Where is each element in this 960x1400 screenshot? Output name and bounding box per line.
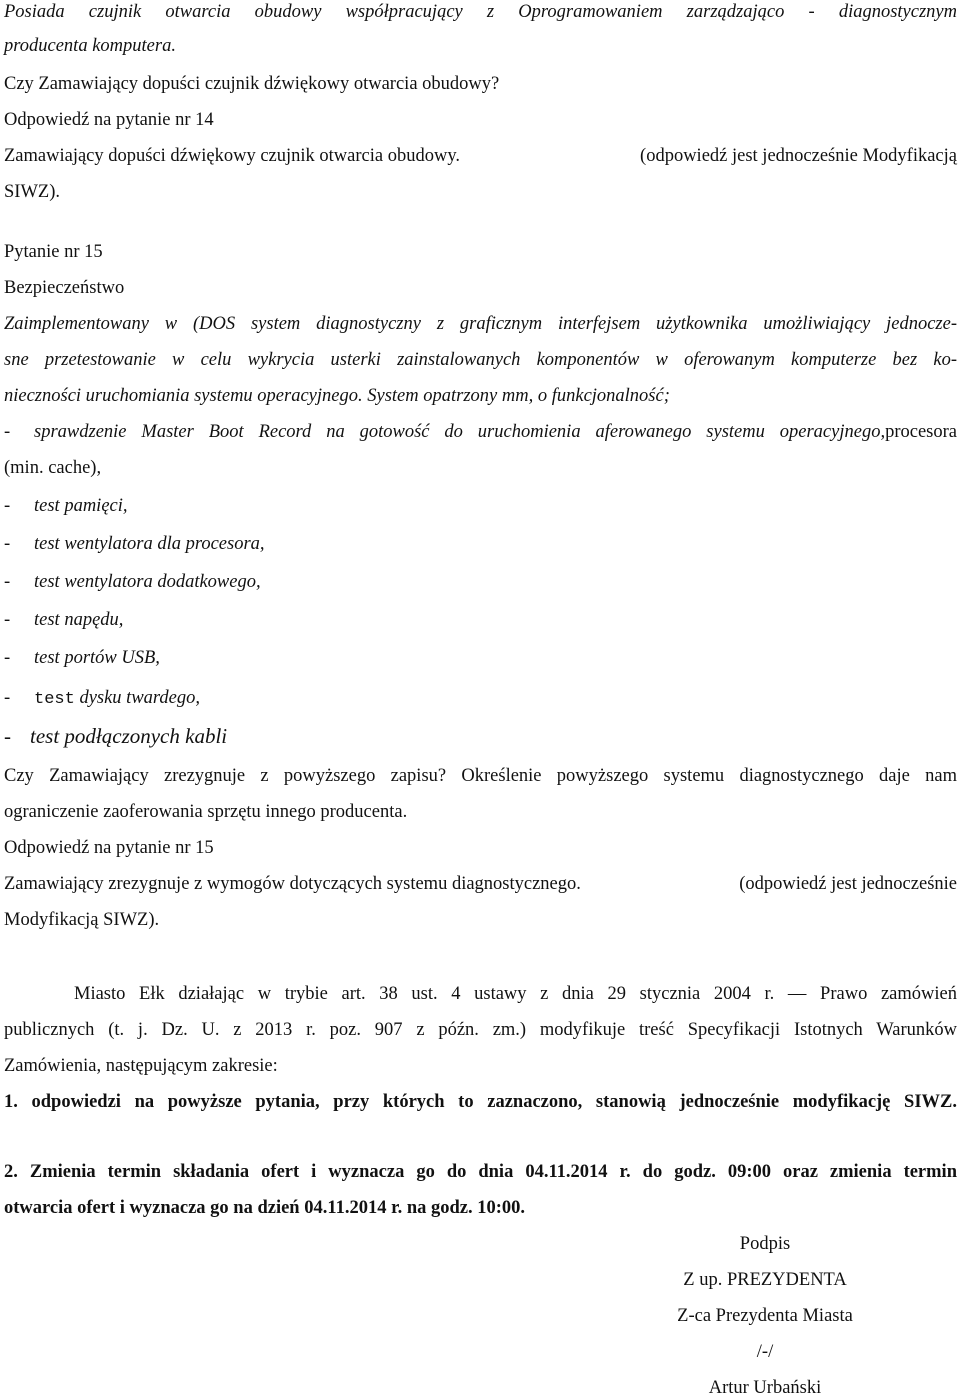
q15-list-item-8	[4, 724, 957, 748]
q15-question-line-1: Czy Zamawiający zrezygnuje z powyższego zapisu? Określenie powyższego systemu diagnostycznego daje nam	[4, 766, 957, 786]
q15-list-item-5	[4, 608, 957, 632]
signature-line-2: Z-ca Prezydenta Miasta	[677, 1306, 853, 1326]
q15-item-3-text: test wentylatora dla procesora,	[34, 534, 265, 554]
q15-list-item-3	[4, 532, 957, 556]
list-dash: -	[4, 648, 11, 668]
q15-item-5-text: test napędu,	[34, 610, 124, 630]
list-dash: -	[4, 534, 11, 554]
q15-body-line-2: sne przetestowanie w celu wykrycia usterki zainstalowanych komponentów w oferowanym komputerze bez ko-	[4, 350, 957, 370]
q15-body-line-3-italic: nieczności uruchomiania systemu operacyjnego.	[4, 386, 363, 406]
signature-line-1: Z up. PREZYDENTA	[683, 1270, 847, 1290]
q15-item-1-rest: procesora	[885, 422, 957, 442]
q15-answer-text: Zamawiający zrezygnuje z wymogów dotyczących systemu diagnostycznego.	[4, 874, 581, 894]
q15-answer-line-2: Modyfikacją SIWZ).	[4, 910, 160, 930]
q15-item-8-text: test podłączonych kabli	[30, 724, 228, 748]
q15-question-line-2: ograniczenie zaoferowania sprzętu innego producenta.	[4, 802, 408, 822]
q15-item-7-mono: test	[34, 690, 75, 709]
closing-point-2-line-2: otwarcia ofert i wyznacza go na dzień 04.11.2014 r. na godz. 10:00.	[4, 1198, 526, 1218]
closing-point-1: 1. odpowiedzi na powyższe pytania, przy których to zaznaczono, stanowią jednocześnie modyfikację SIWZ.	[4, 1092, 957, 1112]
list-dash: -	[4, 724, 11, 748]
closing-para-line-1: Miasto Ełk działając w trybie art. 38 ust. 4 ustawy z dnia 29 stycznia 2004 r. — Prawo zamówień	[74, 984, 957, 1004]
signature-label: Podpis	[739, 1234, 791, 1254]
list-dash: -	[4, 688, 11, 708]
list-dash: -	[4, 572, 11, 592]
q14-tail-line-1: Posiada czujnik otwarcia obudowy współpracujący z Oprogramowaniem zarządzająco - diagnostycznym	[4, 2, 957, 22]
list-dash: -	[4, 422, 11, 442]
q15-list-item-6	[4, 646, 957, 670]
q14-question: Czy Zamawiający dopuści czujnik dźwiękowy otwarcia obudowy?	[4, 74, 500, 94]
q14-answer-note: (odpowiedź jest jednocześnie Modyfikacją	[640, 146, 957, 166]
closing-para-line-2: publicznych (t. j. Dz. U. z 2013 r. poz. 907 z późn. zm.) modyfikuje treść Specyfikacji Istotnych Warunków	[4, 1020, 957, 1040]
list-dash: -	[4, 610, 11, 630]
q15-answer-note: (odpowiedź jest jednocześnie	[739, 874, 957, 894]
q14-answer-line-2: SIWZ).	[4, 182, 60, 202]
closing-para-line-3: Zamówienia, następującym zakresie:	[4, 1056, 278, 1076]
q15-answer-line-1	[4, 872, 957, 896]
q15-item-6-text: test portów USB,	[34, 648, 160, 668]
q14-tail-line-2: producenta komputera.	[4, 36, 176, 56]
q15-list-item-7	[4, 686, 957, 712]
list-dash: -	[4, 496, 11, 516]
q15-list-item-2	[4, 494, 957, 518]
q15-item-2-text: test pamięci,	[34, 496, 128, 516]
q15-answer-heading: Odpowiedź na pytanie nr 15	[4, 838, 214, 858]
q15-list-item-1-cont: (min. cache),	[4, 458, 102, 478]
q14-answer-heading: Odpowiedź na pytanie nr 14	[4, 110, 214, 130]
q15-heading: Pytanie nr 15	[4, 242, 103, 262]
q15-item-7-text: dysku twardego,	[74, 688, 201, 708]
q14-answer-text: Zamawiający dopuści dźwiękowy czujnik otwarcia obudowy.	[4, 146, 461, 166]
q15-item-1-text: sprawdzenie Master Boot Record na gotowość do uruchomienia aferowanego systemu operacyjnego,	[34, 422, 886, 442]
q15-list-item-1	[4, 420, 957, 444]
q14-answer-line-1	[4, 144, 957, 168]
signature-mark: /-/	[756, 1342, 774, 1362]
signature-name: Artur Urbański	[708, 1378, 822, 1398]
q15-body-line-3	[4, 384, 957, 408]
q15-list-item-4	[4, 570, 957, 594]
q15-subheading: Bezpieczeństwo	[4, 278, 125, 298]
q15-body-line-3-rest: System opatrzony mm, o funkcjonalność;	[362, 386, 670, 406]
closing-point-2-line-1: 2. Zmienia termin składania ofert i wyznacza go do dnia 04.11.2014 r. do godz. 09:00 oraz zmienia termin	[4, 1162, 957, 1182]
q15-item-4-text: test wentylatora dodatkowego,	[34, 572, 261, 592]
q15-body-line-1: Zaimplementowany w (DOS system diagnostyczny z graficznym interfejsem użytkownika umożliwiający jednocze-	[4, 314, 957, 334]
